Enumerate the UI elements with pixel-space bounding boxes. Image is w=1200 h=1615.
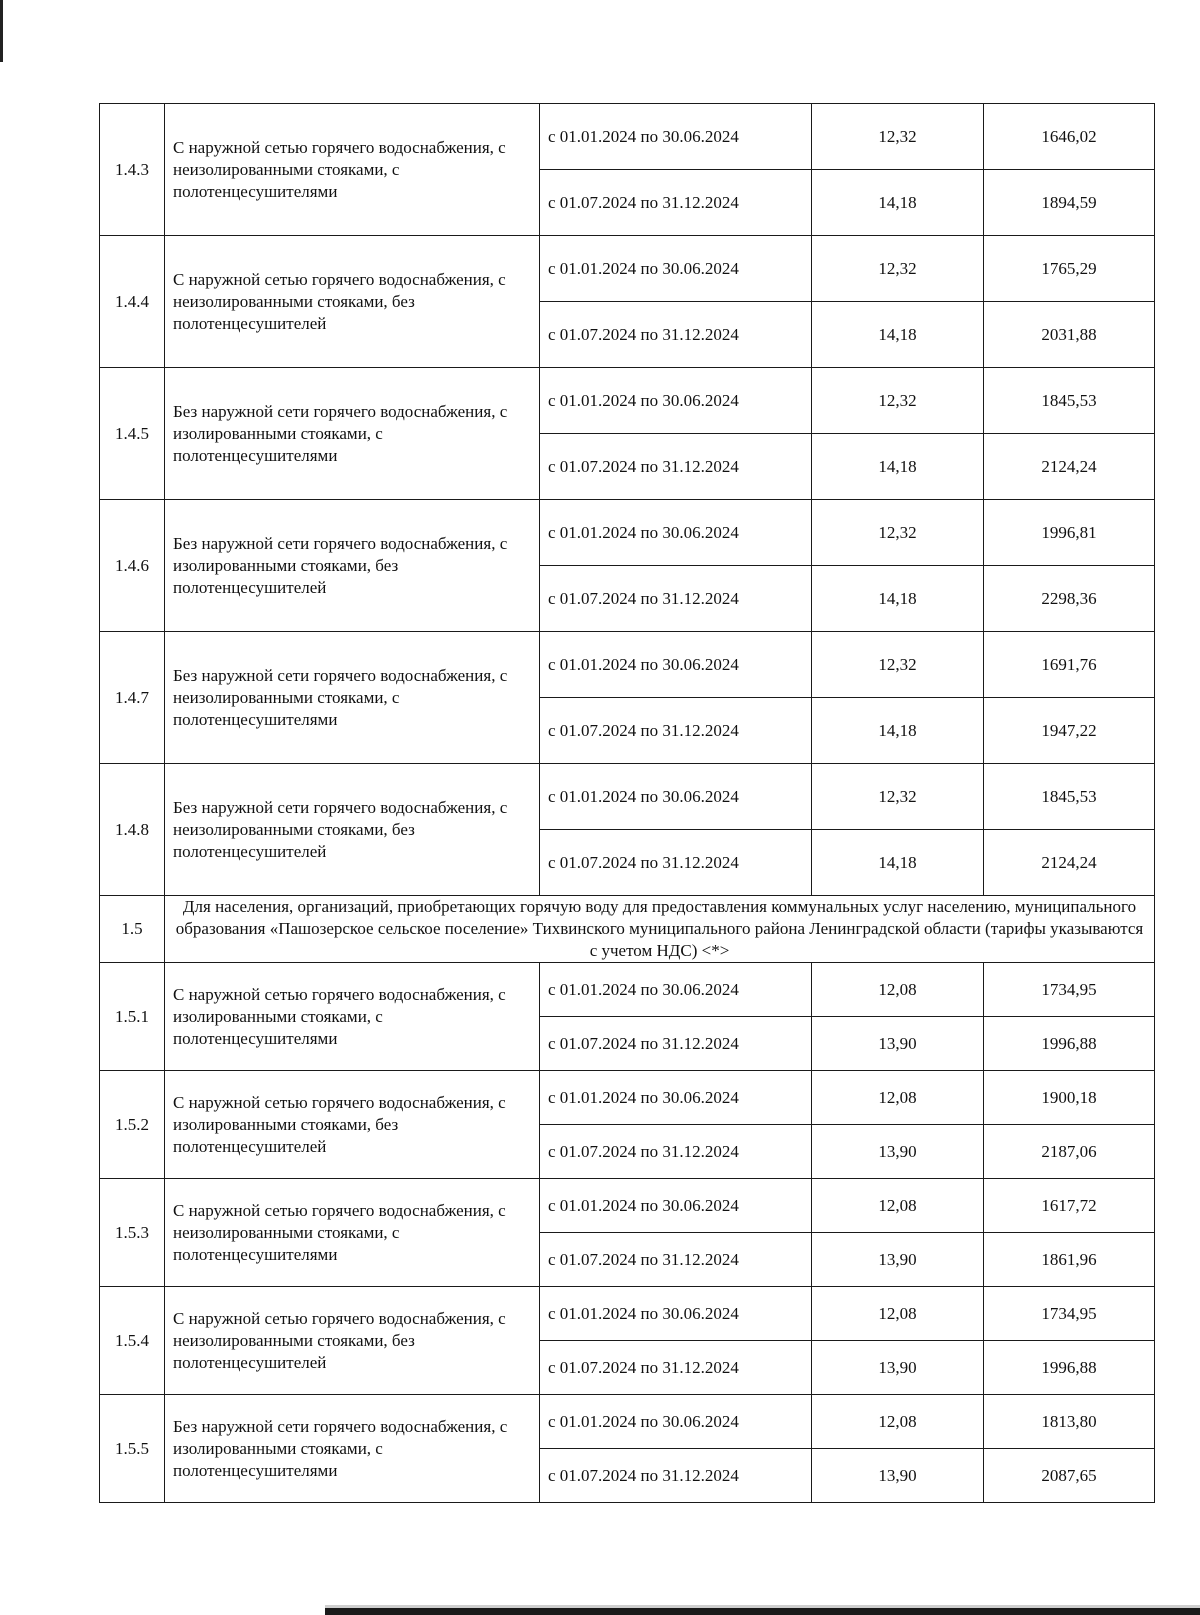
- value-2-cell: 1996,88: [984, 1017, 1155, 1071]
- period-cell: с 01.07.2024 по 31.12.2024: [540, 698, 812, 764]
- tariff-table-body-1-5: [100, 963, 1155, 1503]
- value-2-cell: 1734,95: [984, 1287, 1155, 1341]
- value-1-cell: 12,08: [812, 1395, 984, 1449]
- row-number: 1.4.5: [100, 368, 165, 500]
- section-number: 1.5: [100, 896, 165, 963]
- value-2-cell: 1900,18: [984, 1071, 1155, 1125]
- row-description: С наружной сетью горячего водоснабжения, с изолированными стояками, без полотенцесушителей: [165, 1071, 540, 1179]
- section-1-5-body: [100, 896, 1155, 963]
- value-1-cell: 14,18: [812, 434, 984, 500]
- period-cell: с 01.01.2024 по 30.06.2024: [540, 963, 812, 1017]
- value-1-cell: 14,18: [812, 698, 984, 764]
- table-row: [100, 368, 1155, 434]
- period-cell: с 01.01.2024 по 30.06.2024: [540, 1287, 812, 1341]
- value-2-cell: 1734,95: [984, 963, 1155, 1017]
- value-2-cell: 1996,88: [984, 1341, 1155, 1395]
- table-row: [100, 764, 1155, 830]
- value-2-cell: 1894,59: [984, 170, 1155, 236]
- table-row: [100, 104, 1155, 170]
- value-1-cell: 12,08: [812, 1179, 984, 1233]
- period-cell: с 01.07.2024 по 31.12.2024: [540, 434, 812, 500]
- value-2-cell: 1996,81: [984, 500, 1155, 566]
- value-1-cell: 14,18: [812, 170, 984, 236]
- value-1-cell: 14,18: [812, 302, 984, 368]
- period-cell: с 01.01.2024 по 30.06.2024: [540, 236, 812, 302]
- period-cell: с 01.07.2024 по 31.12.2024: [540, 1341, 812, 1395]
- row-description: Без наружной сети горячего водоснабжения, с изолированными стояками, без полотенцесушителей: [165, 500, 540, 632]
- value-2-cell: 2298,36: [984, 566, 1155, 632]
- period-cell: с 01.01.2024 по 30.06.2024: [540, 1179, 812, 1233]
- row-number: 1.4.4: [100, 236, 165, 368]
- period-cell: с 01.07.2024 по 31.12.2024: [540, 1449, 812, 1503]
- row-number: 1.5.3: [100, 1179, 165, 1287]
- scan-edge-bottom: [325, 1608, 1200, 1615]
- value-2-cell: 1845,53: [984, 368, 1155, 434]
- period-cell: с 01.01.2024 по 30.06.2024: [540, 104, 812, 170]
- period-cell: с 01.07.2024 по 31.12.2024: [540, 170, 812, 236]
- section-title: Для населения, организаций, приобретающих горячую воду для предоставления коммунальных услуг населению, муниципального образования «Пашозерское сельское поселение» Тихвинского муниципального района Ленинградской области (тарифы указываются с учетом НДС) <*>: [165, 896, 1155, 963]
- value-1-cell: 14,18: [812, 830, 984, 896]
- value-2-cell: 1861,96: [984, 1233, 1155, 1287]
- row-number: 1.5.1: [100, 963, 165, 1071]
- table-row: [100, 1179, 1155, 1233]
- value-1-cell: 12,32: [812, 764, 984, 830]
- value-2-cell: 1813,80: [984, 1395, 1155, 1449]
- value-2-cell: 1765,29: [984, 236, 1155, 302]
- row-number: 1.5.4: [100, 1287, 165, 1395]
- period-cell: с 01.07.2024 по 31.12.2024: [540, 1233, 812, 1287]
- row-number: 1.4.6: [100, 500, 165, 632]
- row-number: 1.4.7: [100, 632, 165, 764]
- value-1-cell: 12,32: [812, 104, 984, 170]
- row-description: С наружной сетью горячего водоснабжения, с неизолированными стояками, без полотенцесушителей: [165, 236, 540, 368]
- period-cell: с 01.07.2024 по 31.12.2024: [540, 302, 812, 368]
- value-2-cell: 2087,65: [984, 1449, 1155, 1503]
- table-row: [100, 632, 1155, 698]
- row-description: Без наружной сети горячего водоснабжения, с изолированными стояками, с полотенцесушителями: [165, 368, 540, 500]
- value-2-cell: 2031,88: [984, 302, 1155, 368]
- value-1-cell: 13,90: [812, 1341, 984, 1395]
- period-cell: с 01.07.2024 по 31.12.2024: [540, 1125, 812, 1179]
- row-description: Без наружной сети горячего водоснабжения, с изолированными стояками, с полотенцесушителями: [165, 1395, 540, 1503]
- row-description: Без наружной сети горячего водоснабжения, с неизолированными стояками, с полотенцесушителями: [165, 632, 540, 764]
- table-row: [100, 500, 1155, 566]
- value-1-cell: 14,18: [812, 566, 984, 632]
- table-row: [100, 963, 1155, 1017]
- period-cell: с 01.01.2024 по 30.06.2024: [540, 632, 812, 698]
- row-description: С наружной сетью горячего водоснабжения, с неизолированными стояками, с полотенцесушителями: [165, 104, 540, 236]
- value-2-cell: 1691,76: [984, 632, 1155, 698]
- value-1-cell: 12,32: [812, 500, 984, 566]
- row-number: 1.4.3: [100, 104, 165, 236]
- row-description: С наружной сетью горячего водоснабжения, с неизолированными стояками, с полотенцесушителями: [165, 1179, 540, 1287]
- table-row: [100, 1395, 1155, 1449]
- period-cell: с 01.01.2024 по 30.06.2024: [540, 764, 812, 830]
- value-1-cell: 12,32: [812, 236, 984, 302]
- value-2-cell: 2124,24: [984, 830, 1155, 896]
- value-1-cell: 13,90: [812, 1017, 984, 1071]
- table-row: [100, 1287, 1155, 1341]
- value-2-cell: 2124,24: [984, 434, 1155, 500]
- row-description: Без наружной сети горячего водоснабжения, с неизолированными стояками, без полотенцесушителей: [165, 764, 540, 896]
- value-2-cell: 1617,72: [984, 1179, 1155, 1233]
- tariff-table: [99, 103, 1155, 1503]
- period-cell: с 01.01.2024 по 30.06.2024: [540, 1071, 812, 1125]
- period-cell: с 01.01.2024 по 30.06.2024: [540, 368, 812, 434]
- value-1-cell: 13,90: [812, 1125, 984, 1179]
- value-2-cell: 1646,02: [984, 104, 1155, 170]
- section-row: [100, 896, 1155, 963]
- period-cell: с 01.01.2024 по 30.06.2024: [540, 500, 812, 566]
- row-number: 1.5.2: [100, 1071, 165, 1179]
- period-cell: с 01.01.2024 по 30.06.2024: [540, 1395, 812, 1449]
- value-2-cell: 2187,06: [984, 1125, 1155, 1179]
- value-1-cell: 12,32: [812, 368, 984, 434]
- row-description: С наружной сетью горячего водоснабжения, с изолированными стояками, с полотенцесушителями: [165, 963, 540, 1071]
- period-cell: с 01.07.2024 по 31.12.2024: [540, 830, 812, 896]
- period-cell: с 01.07.2024 по 31.12.2024: [540, 566, 812, 632]
- value-1-cell: 12,08: [812, 963, 984, 1017]
- row-number: 1.4.8: [100, 764, 165, 896]
- scan-edge-left: [0, 0, 3, 62]
- value-2-cell: 1947,22: [984, 698, 1155, 764]
- row-description: С наружной сетью горячего водоснабжения, с неизолированными стояками, без полотенцесушителей: [165, 1287, 540, 1395]
- value-1-cell: 13,90: [812, 1233, 984, 1287]
- value-1-cell: 12,08: [812, 1071, 984, 1125]
- period-cell: с 01.07.2024 по 31.12.2024: [540, 1017, 812, 1071]
- value-1-cell: 12,08: [812, 1287, 984, 1341]
- row-number: 1.5.5: [100, 1395, 165, 1503]
- tariff-table-body-1-4: [100, 104, 1155, 896]
- value-2-cell: 1845,53: [984, 764, 1155, 830]
- value-1-cell: 12,32: [812, 632, 984, 698]
- table-row: [100, 1071, 1155, 1125]
- table-row: [100, 236, 1155, 302]
- value-1-cell: 13,90: [812, 1449, 984, 1503]
